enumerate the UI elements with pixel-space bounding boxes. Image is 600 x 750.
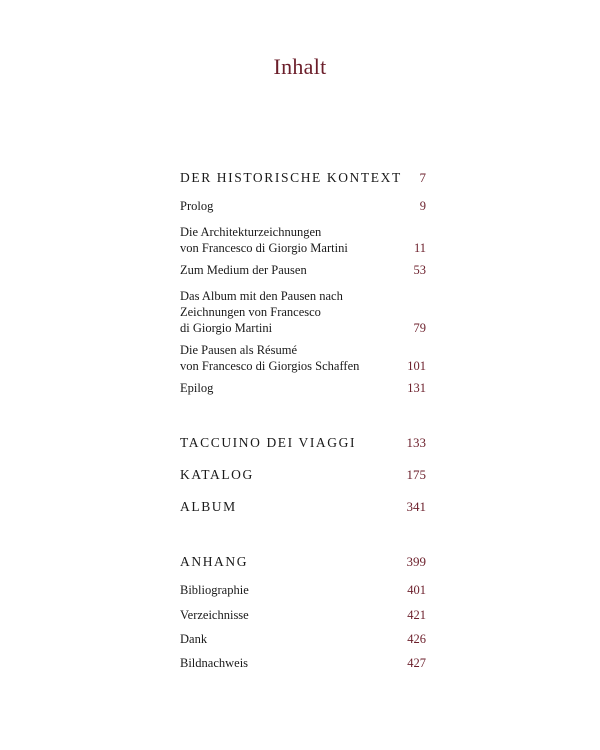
entry-title: Dank: [180, 632, 208, 646]
entry-title: Bibliographie: [180, 583, 249, 597]
toc-section-album[interactable]: [180, 499, 426, 515]
toc-entry-pausen-als-resume[interactable]: [180, 342, 426, 374]
page-number: 101: [407, 359, 426, 373]
entry-title-line: di Giorgio Martini: [180, 321, 273, 335]
page-number: 401: [407, 583, 426, 597]
toc-entry-album-mit-den-pausen[interactable]: [180, 288, 426, 336]
toc-section-taccuino[interactable]: [180, 435, 426, 451]
toc-entry-prolog[interactable]: [180, 198, 426, 214]
page-number: 421: [407, 608, 426, 622]
page-number: 133: [406, 435, 426, 450]
page-number: 399: [406, 554, 426, 569]
page-number: 53: [413, 263, 426, 277]
page-title: Inhalt: [273, 54, 327, 79]
page-number: 9: [419, 199, 426, 213]
page-number: 7: [419, 170, 426, 185]
page-number: 11: [413, 241, 426, 255]
entry-title-line: Die Pausen als Résumé: [180, 343, 297, 357]
entry-title-line: Zeichnungen von Francesco: [180, 305, 321, 319]
entry-title-line: Das Album mit den Pausen nach: [180, 289, 343, 303]
toc-entry-bildnachweis[interactable]: [180, 655, 426, 671]
toc-section-historischer-kontext[interactable]: [180, 170, 426, 186]
page-number: 427: [407, 656, 426, 670]
toc-entry-medium-der-pausen[interactable]: [180, 262, 426, 278]
entry-title: Verzeichnisse: [180, 608, 249, 622]
section-title: DER HISTORISCHE KONTEXT: [180, 170, 402, 185]
toc-entry-epilog[interactable]: [180, 380, 426, 396]
page-number: 426: [407, 632, 426, 646]
page-number: 341: [406, 499, 426, 514]
entry-title: Epilog: [180, 381, 214, 395]
entry-title-line: von Francesco di Giorgio Martini: [180, 241, 348, 255]
entry-title-line: von Francesco di Giorgios Schaffen: [180, 359, 360, 373]
section-title: ANHANG: [180, 554, 249, 569]
section-title: TACCUINO DEI VIAGGI: [180, 435, 357, 450]
toc-entry-dank[interactable]: [180, 631, 426, 647]
toc-section-anhang[interactable]: [180, 554, 426, 570]
toc-entry-architekturzeichnungen[interactable]: [180, 224, 426, 256]
entry-title: Zum Medium der Pausen: [180, 263, 307, 277]
entry-title: Bildnachweis: [180, 656, 249, 670]
page-number: 79: [413, 321, 426, 335]
page-number: 131: [407, 381, 426, 395]
toc-section-katalog[interactable]: [180, 467, 426, 483]
page-number: 175: [406, 467, 426, 482]
section-title: ALBUM: [180, 499, 237, 514]
entry-title-line: Die Architekturzeichnungen: [180, 225, 322, 239]
entry-title: Prolog: [180, 199, 214, 213]
section-title: KATALOG: [180, 467, 254, 482]
toc-entry-bibliographie[interactable]: [180, 582, 426, 598]
toc-entry-verzeichnisse[interactable]: [180, 607, 426, 623]
